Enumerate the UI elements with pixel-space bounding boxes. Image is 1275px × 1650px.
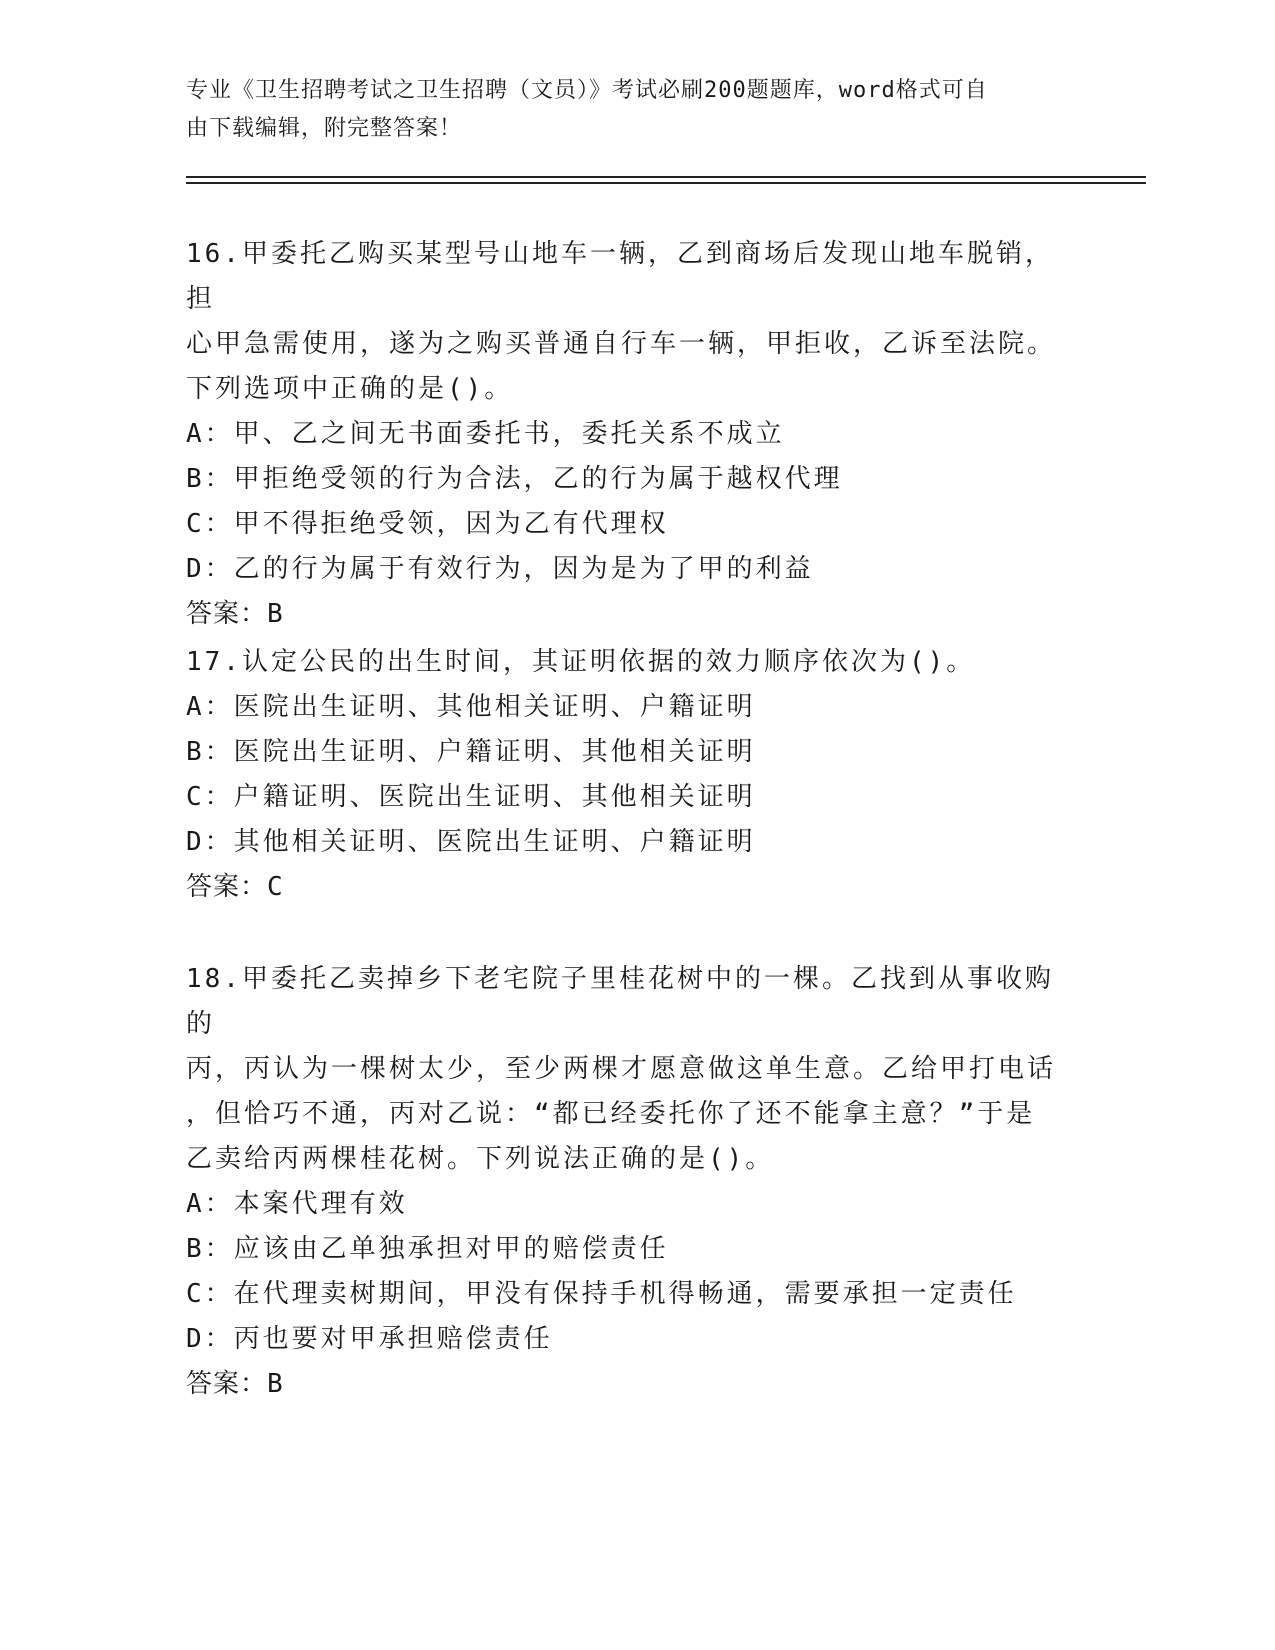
header-divider-top	[186, 176, 1146, 178]
question-16	[186, 232, 1066, 637]
header-line-2: 由下载编辑，附完整答案！	[186, 116, 463, 141]
option-d: D：其他相关证明、医院出生证明、户籍证明	[186, 827, 756, 857]
question-stem-line: 乙卖给丙两棵桂花树。下列说法正确的是()。	[186, 1144, 775, 1174]
question-stem-line: 18.甲委托乙卖掉乡下老宅院子里桂花树中的一棵。乙找到从事收购的	[186, 964, 1054, 1039]
header-line-1: 专业《卫生招聘考试之卫生招聘（文员）》考试必刷200题题库，word格式可自	[186, 78, 988, 103]
answer: 答案：B	[186, 1369, 284, 1399]
header-divider-bottom	[186, 182, 1146, 184]
option-a: A：甲、乙之间无书面委托书，委托关系不成立	[186, 419, 785, 449]
question-stem-line: 下列选项中正确的是()。	[186, 374, 514, 404]
option-b: B：甲拒绝受领的行为合法，乙的行为属于越权代理	[186, 464, 843, 494]
question-stem-line: 17.认定公民的出生时间，其证明依据的效力顺序依次为()。	[186, 647, 976, 677]
option-a: A：本案代理有效	[186, 1189, 408, 1219]
option-d: D：乙的行为属于有效行为，因为是为了甲的利益	[186, 554, 814, 584]
question-stem-line: 16.甲委托乙购买某型号山地车一辆，乙到商场后发现山地车脱销，担	[186, 239, 1054, 314]
option-c: C：甲不得拒绝受领，因为乙有代理权	[186, 509, 669, 539]
option-b: B：医院出生证明、户籍证明、其他相关证明	[186, 737, 756, 767]
option-c: C：在代理卖树期间，甲没有保持手机得畅通，需要承担一定责任	[186, 1279, 1017, 1309]
answer: 答案：B	[186, 599, 284, 629]
option-d: D：丙也要对甲承担赔偿责任	[186, 1324, 553, 1354]
question-18	[186, 957, 1066, 1407]
document-header	[186, 72, 1066, 148]
question-stem-line: 丙，丙认为一棵树太少，至少两棵才愿意做这单生意。乙给甲打电话	[186, 1054, 1057, 1084]
question-stem-line: ，但恰巧不通，丙对乙说：“都已经委托你了还不能拿主意？”于是	[186, 1099, 1036, 1129]
question-17	[186, 640, 1066, 910]
option-c: C：户籍证明、医院出生证明、其他相关证明	[186, 782, 756, 812]
answer: 答案：C	[186, 872, 284, 902]
option-b: B：应该由乙单独承担对甲的赔偿责任	[186, 1234, 669, 1264]
question-stem-line: 心甲急需使用，遂为之购买普通自行车一辆，甲拒收，乙诉至法院。	[186, 329, 1057, 359]
option-a: A：医院出生证明、其他相关证明、户籍证明	[186, 692, 756, 722]
